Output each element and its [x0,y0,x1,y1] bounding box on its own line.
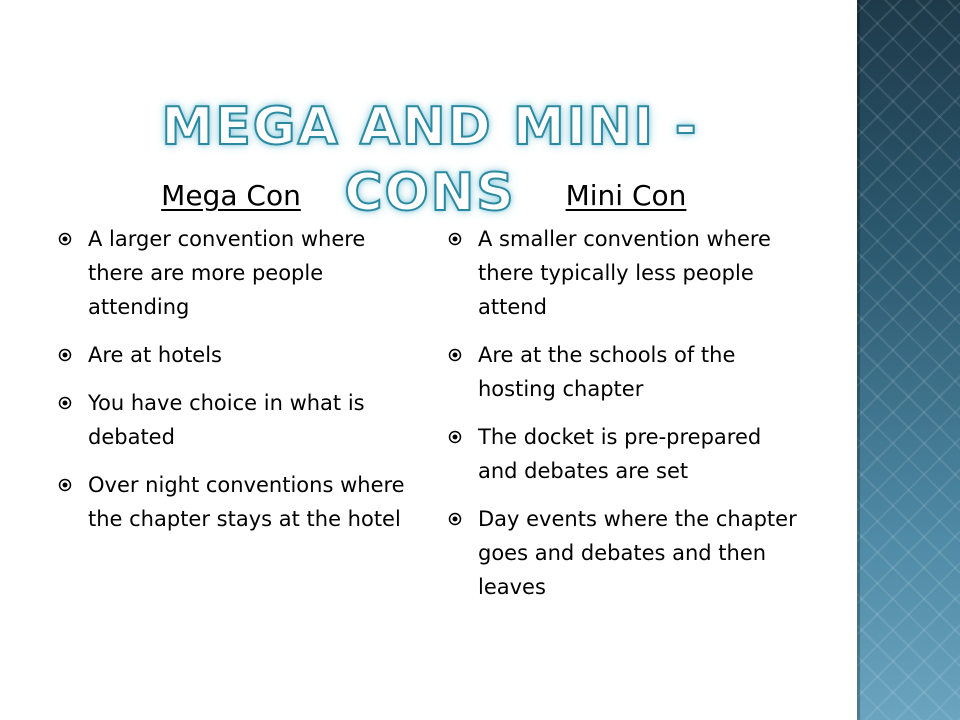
bullet-icon [448,512,462,526]
list-item-text: A smaller convention where there typically less people attend [478,227,771,319]
list-item [446,222,806,324]
mini-con-column [446,176,806,618]
list-item [446,502,806,604]
decorative-side-panel [857,0,960,720]
list-item [446,338,806,406]
list-item-text: A larger convention where there are more people attending [88,227,366,319]
list-item [56,468,406,536]
bullet-icon [58,348,72,362]
list-item [56,338,406,372]
mega-con-list [56,222,406,536]
mega-con-column [56,176,406,550]
bullet-icon [448,430,462,444]
list-item-text: Are at hotels [88,343,222,367]
list-item [446,420,806,488]
mini-con-heading: Mini Con [565,179,687,212]
bullet-icon [58,396,72,410]
bullet-icon [58,232,72,246]
bullet-icon [58,478,72,492]
list-item-text: The docket is pre-prepared and debates are set [478,425,762,483]
slide-title: MEGA AND MINI - CONS [161,97,699,223]
list-item-text: You have choice in what is debated [88,391,365,449]
list-item-text: Day events where the chapter goes and debates and then leaves [478,507,797,599]
list-item [56,386,406,454]
bullet-icon [448,232,462,246]
list-item-text: Are at the schools of the hosting chapter [478,343,736,401]
mega-con-heading: Mega Con [161,179,301,212]
list-item-text: Over night conventions where the chapter stays at the hotel [88,473,405,531]
list-item [56,222,406,324]
mini-con-list [446,222,806,604]
bullet-icon [448,348,462,362]
